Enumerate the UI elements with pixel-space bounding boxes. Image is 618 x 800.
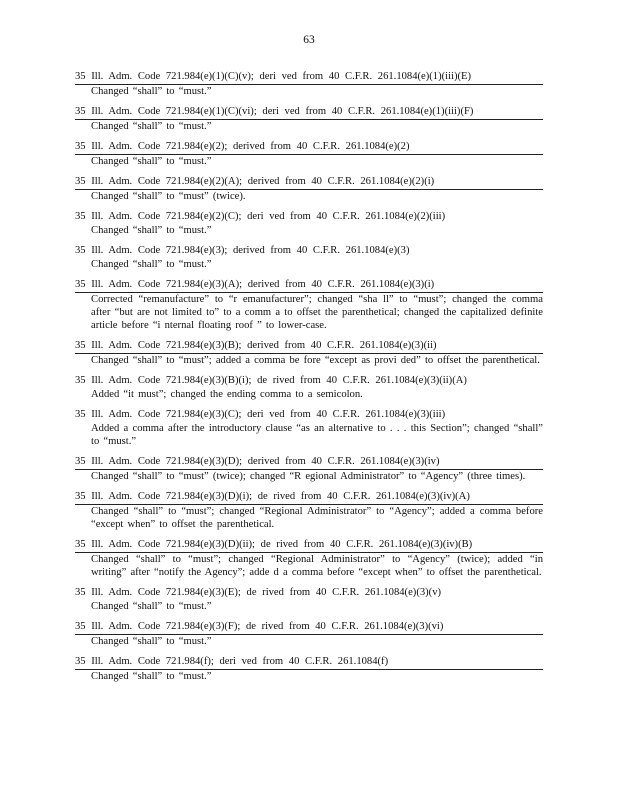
amendment-entry [75,655,543,683]
entry-citation: 35 Ill. Adm. Code 721.984(e)(3)(E); de rived from 40 C.F.R. 261.1084(e)(3)(v) [75,587,442,598]
amendment-entry [75,538,543,579]
entry-change-note: Added a comma after the introductory clause “as an alternative to . . . this Section”; changed “shall” to “must.” [91,423,543,447]
entry-change-note: Changed “shall” to “must”; changed “Regional Administrator” to “Agency”; added a comma before “except when” to offset the parenthetical. [91,506,543,530]
amendment-entry [75,210,543,237]
entry-citation: 35 Ill. Adm. Code 721.984(e)(2)(C); deri ved from 40 C.F.R. 261.1084(e)(2)(iii) [75,211,446,222]
entry-citation: 35 Ill. Adm. Code 721.984(e)(2)(A); derived from 40 C.F.R. 261.1084(e)(2)(i) [75,175,543,190]
amendment-entry [75,175,543,203]
amendment-entry [75,620,543,648]
entry-citation: 35 Ill. Adm. Code 721.984(e)(1)(C)(vi); deri ved from 40 C.F.R. 261.1084(e)(1)(iii)(F) [75,105,543,120]
entry-citation: 35 Ill. Adm. Code 721.984(e)(3); derived from 40 C.F.R. 261.1084(e)(3) [75,245,410,256]
amendment-entry [75,586,543,613]
entry-citation: 35 Ill. Adm. Code 721.984(f); deri ved from 40 C.F.R. 261.1084(f) [75,655,543,670]
entry-change-note: Changed “shall” to “must” (twice); changed “R egional Administrator” to “Agency” (three times). [91,471,526,482]
entry-change-note: Changed “shall” to “must.” [91,225,212,236]
entry-change-note: Changed “shall” to “must.” [91,601,212,612]
amendment-entry [75,244,543,271]
amendment-entry [75,70,543,98]
amendment-entry [75,140,543,168]
amendment-entry [75,455,543,483]
entry-change-note: Changed “shall” to “must.” [91,259,212,270]
entry-change-note: Changed “shall” to “must.” [91,671,212,682]
entry-change-note: Changed “shall” to “must.” [91,636,212,647]
entry-change-note: Corrected “remanufacture” to “r emanufacturer”; changed “sha ll” to “must”; changed the comma after “but are not limited to” to a comm a to offset the parenthetical; changed the capitalized definite article before “i nternal floating roof ” to lower-case. [91,294,543,331]
amendment-entry [75,490,543,531]
entry-citation: 35 Ill. Adm. Code 721.984(e)(3)(B)(i); de rived from 40 C.F.R. 261.1084(e)(3)(ii)(A) [75,375,467,386]
entry-change-note: Changed “shall” to “must.” [91,156,212,167]
entry-change-note: Changed “shall” to “must.” [91,86,212,97]
entry-citation: 35 Ill. Adm. Code 721.984(e)(3)(D)(ii); de rived from 40 C.F.R. 261.1084(e)(3)(iv)(B) [75,538,543,553]
entry-change-note: Added “it must”; changed the ending comma to a semicolon. [91,389,363,400]
entry-citation: 35 Ill. Adm. Code 721.984(e)(3)(F); de rived from 40 C.F.R. 261.1084(e)(3)(vi) [75,620,543,635]
entry-citation: 35 Ill. Adm. Code 721.984(e)(1)(C)(v); deri ved from 40 C.F.R. 261.1084(e)(1)(iii)(E) [75,70,543,85]
entry-citation: 35 Ill. Adm. Code 721.984(e)(3)(C); deri ved from 40 C.F.R. 261.1084(e)(3)(iii) [75,409,446,420]
amendment-entry [75,374,543,401]
page-number: 63 [303,34,315,46]
entry-change-note: Changed “shall” to “must” (twice). [91,191,246,202]
amendment-entry [75,408,543,448]
amendment-entry [75,339,543,367]
entry-change-note: Changed “shall” to “must”; added a comma be fore “except as provi ded” to offset the parenthetical. [91,355,540,366]
entry-citation: 35 Ill. Adm. Code 721.984(e)(2); derived from 40 C.F.R. 261.1084(e)(2) [75,140,543,155]
amendment-entry [75,278,543,332]
entry-citation: 35 Ill. Adm. Code 721.984(e)(3)(D); derived from 40 C.F.R. 261.1084(e)(3)(iv) [75,455,543,470]
amendment-notes-list [75,70,543,690]
entry-change-note: Changed “shall” to “must.” [91,121,212,132]
entry-citation: 35 Ill. Adm. Code 721.984(e)(3)(A); derived from 40 C.F.R. 261.1084(e)(3)(i) [75,278,543,293]
entry-citation: 35 Ill. Adm. Code 721.984(e)(3)(B); derived from 40 C.F.R. 261.1084(e)(3)(ii) [75,339,543,354]
entry-change-note: Changed “shall” to “must”; changed “Regional Administrator” to “Agency” (twice); added “in writing” after “notify the Agency”; adde d a comma before “except when” to offset the parenthetical. [91,554,543,578]
entry-citation: 35 Ill. Adm. Code 721.984(e)(3)(D)(i); de rived from 40 C.F.R. 261.1084(e)(3)(iv)(A) [75,490,543,505]
amendment-entry [75,105,543,133]
